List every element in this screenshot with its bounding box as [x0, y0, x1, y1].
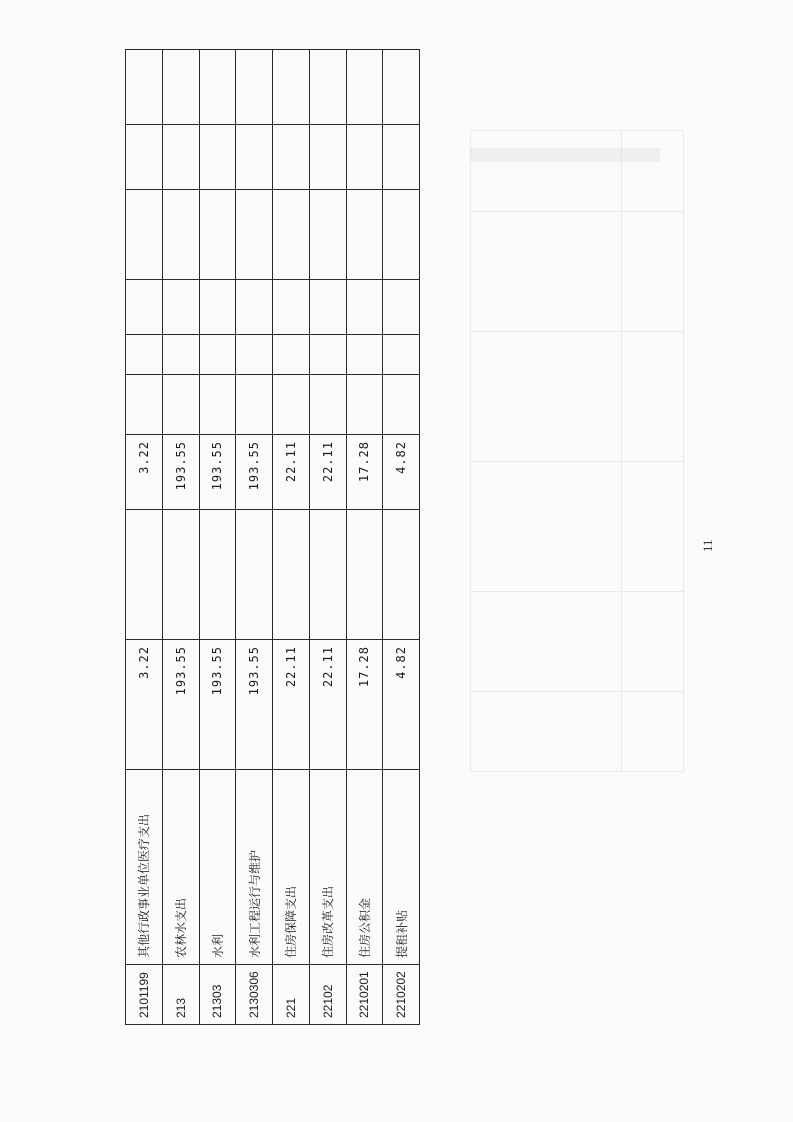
row-name: 提租补贴 [383, 770, 420, 965]
row-value [346, 510, 383, 640]
table-row [383, 50, 420, 1025]
row-value [383, 510, 420, 640]
row-value [309, 510, 346, 640]
row-value: 193.55 [199, 640, 236, 770]
row-value: 17.28 [346, 435, 383, 510]
row-value: 193.55 [162, 435, 199, 510]
row-value [162, 510, 199, 640]
table-row [126, 50, 163, 1025]
row-code: 2210202 [383, 965, 420, 1025]
row-value: 193.55 [236, 435, 273, 510]
row-name: 住房公积金 [346, 770, 383, 965]
row-name: 水利工程运行与维护 [236, 770, 273, 965]
rotated-table-wrapper [125, 50, 420, 1025]
row-value [236, 510, 273, 640]
row-name: 其他行政事业单位医疗支出 [126, 770, 163, 965]
row-name: 农林水支出 [162, 770, 199, 965]
row-value: 193.55 [199, 435, 236, 510]
row-name: 住房保障支出 [273, 770, 310, 965]
row-value [273, 510, 310, 640]
row-value [126, 510, 163, 640]
table-row [346, 50, 383, 1025]
row-code: 21303 [199, 965, 236, 1025]
row-name: 水利 [199, 770, 236, 965]
row-value: 4.82 [383, 640, 420, 770]
row-code: 221 [273, 965, 310, 1025]
table-row [273, 50, 310, 1025]
table-row [199, 50, 236, 1025]
table-row [236, 50, 273, 1025]
expenditure-table [125, 49, 420, 1025]
row-value: 193.55 [162, 640, 199, 770]
row-value: 22.11 [309, 435, 346, 510]
row-value: 3.22 [126, 435, 163, 510]
table-row [162, 50, 199, 1025]
row-value: 22.11 [273, 640, 310, 770]
row-code: 213 [162, 965, 199, 1025]
row-value [199, 510, 236, 640]
row-name: 住房改革支出 [309, 770, 346, 965]
row-value: 4.82 [383, 435, 420, 510]
row-code: 2210201 [346, 965, 383, 1025]
bleed-through-table [470, 130, 684, 772]
row-value: 193.55 [236, 640, 273, 770]
table-row [309, 50, 346, 1025]
row-value: 17.28 [346, 640, 383, 770]
row-value: 22.11 [309, 640, 346, 770]
row-code: 2101199 [126, 965, 163, 1025]
row-code: 2130306 [236, 965, 273, 1025]
row-code: 22102 [309, 965, 346, 1025]
row-value: 3.22 [126, 640, 163, 770]
page-number: 11 [700, 539, 715, 552]
row-value: 22.11 [273, 435, 310, 510]
